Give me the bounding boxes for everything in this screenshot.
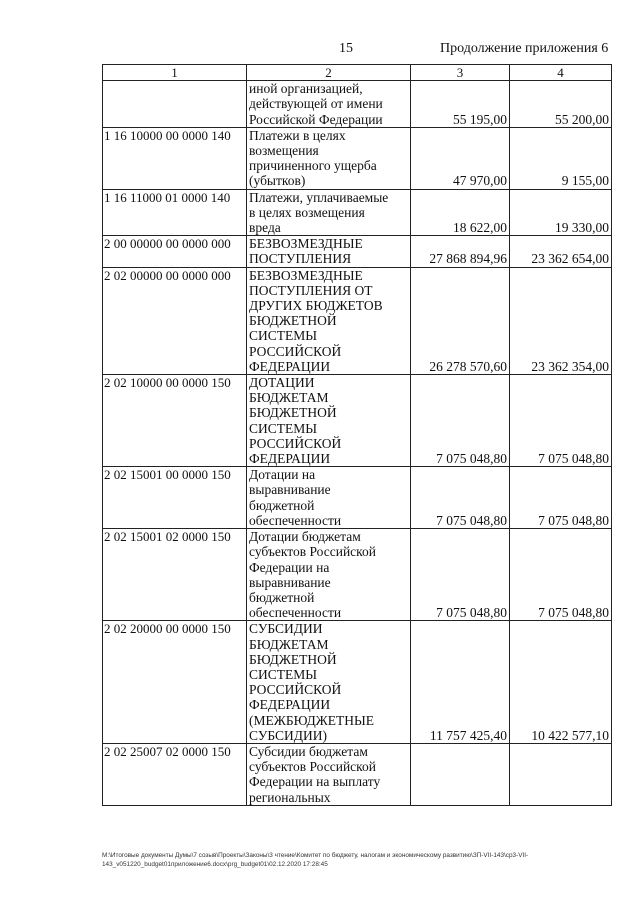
item-name-line: бюджетной — [249, 497, 315, 513]
item-name-line: РОССИЙСКОЙ — [249, 343, 342, 359]
item-name-line: субъектов Российской — [249, 759, 377, 775]
item-name — [247, 236, 411, 267]
item-name-line: (убытков) — [249, 173, 306, 189]
item-name-line: возмещения — [249, 143, 319, 159]
item-name-line: БЮДЖЕТНОЙ — [249, 405, 337, 421]
item-name-line: действующей от имени — [249, 96, 383, 112]
table-row — [103, 81, 612, 128]
item-name-line: ДОТАЦИИ — [249, 375, 315, 391]
item-name-line: обеспеченности — [249, 512, 342, 528]
file-path-footer: М:\Итоговые документы Думы\7 созыв\Проекты\Законы\3 чтение\Комитет по бюджету, налогам и экономическому развитию\ЗП-VII-143\сp3-VII-143_v051220_budget01приложение6.docx\prg_budget01\02.12.2020 17:28:45 — [102, 852, 529, 868]
amount-col3: 47 970,00 — [411, 127, 510, 189]
table-row — [103, 467, 612, 529]
amount-col3: 26 278 570,60 — [411, 267, 510, 374]
item-name-line: БЮДЖЕТНОЙ — [249, 313, 337, 329]
item-name-line: (МЕЖБЮДЖЕТНЫЕ — [249, 712, 375, 728]
item-name-line: СУБСИДИИ — [249, 621, 323, 637]
budget-code: 2 02 15001 02 0000 150 — [103, 529, 247, 621]
amount-col4: 23 362 654,00 — [510, 236, 612, 267]
item-name-line: БЮДЖЕТНОЙ — [249, 651, 337, 667]
table-row — [103, 743, 612, 805]
budget-code: 1 16 10000 00 0000 140 — [103, 127, 247, 189]
budget-code: 1 16 11000 01 0000 140 — [103, 189, 247, 236]
amount-col4: 9 155,00 — [510, 127, 612, 189]
table-row — [103, 127, 612, 189]
item-name-line: ПОСТУПЛЕНИЯ ОТ — [249, 282, 373, 298]
item-name-line: в целях возмещения — [249, 204, 365, 220]
amount-col4: 23 362 354,00 — [510, 267, 612, 374]
item-name-line: ФЕДЕРАЦИИ — [249, 697, 331, 713]
amount-col4: 10 422 577,10 — [510, 621, 612, 744]
page-number: 15 — [339, 41, 353, 56]
item-name-line: Субсидии бюджетам — [249, 743, 368, 759]
budget-code: 2 02 10000 00 0000 150 — [103, 375, 247, 467]
item-name-line: Российской Федерации — [249, 111, 383, 127]
item-name-line: Платежи в целях — [249, 127, 346, 143]
item-name — [247, 375, 411, 467]
item-name-line: Федерации на — [249, 559, 330, 575]
item-name-line: СИСТЕМЫ — [249, 328, 318, 344]
item-name-line: бюджетной — [249, 589, 315, 605]
item-name-line: БЮДЖЕТАМ — [249, 390, 329, 406]
item-name — [247, 743, 411, 805]
table-row — [103, 189, 612, 236]
amount-col4: 19 330,00 — [510, 189, 612, 236]
amount-col3: 7 075 048,80 — [411, 529, 510, 621]
item-name-line: причиненного ущерба — [249, 158, 377, 174]
item-name-line: субъектов Российской — [249, 544, 377, 560]
item-name-line: ПОСТУПЛЕНИЯ — [249, 251, 352, 267]
amount-col3: 55 195,00 — [411, 81, 510, 128]
amount-col3: 11 757 425,40 — [411, 621, 510, 744]
item-name-line: БЮДЖЕТАМ — [249, 636, 329, 652]
item-name — [247, 621, 411, 744]
item-name — [247, 127, 411, 189]
amount-col3: 27 868 894,96 — [411, 236, 510, 267]
item-name — [247, 81, 411, 128]
item-name-line: региональных — [249, 789, 331, 805]
item-name-line: РОССИЙСКОЙ — [249, 682, 342, 698]
item-name-line: ФЕДЕРАЦИИ — [249, 451, 331, 467]
item-name-line: СУБСИДИИ) — [249, 727, 328, 743]
amount-col4: 7 075 048,80 — [510, 529, 612, 621]
item-name-line: иной организацией, — [249, 81, 363, 97]
item-name-line: БЕЗВОЗМЕЗДНЫЕ — [249, 267, 363, 283]
table-row — [103, 267, 612, 374]
item-name-line: ФЕДЕРАЦИИ — [249, 358, 331, 374]
item-name-line: Федерации на выплату — [249, 774, 381, 790]
item-name — [247, 529, 411, 621]
amount-col3: 18 622,00 — [411, 189, 510, 236]
continuation-label: Продолжение приложения 6 — [440, 41, 609, 56]
amount-col3: 7 075 048,80 — [411, 467, 510, 529]
column-header: 1 — [103, 65, 247, 81]
item-name-line: вреда — [249, 220, 281, 236]
table-row — [103, 236, 612, 267]
item-name-line: выравнивание — [249, 482, 331, 498]
budget-code: 2 02 15001 00 0000 150 — [103, 467, 247, 529]
item-name-line: Дотации на — [249, 467, 316, 483]
column-header: 4 — [510, 65, 612, 81]
budget-code — [103, 81, 247, 128]
amount-col4: 55 200,00 — [510, 81, 612, 128]
budget-table — [102, 64, 612, 806]
table-row — [103, 621, 612, 744]
item-name-line: ДРУГИХ БЮДЖЕТОВ — [249, 298, 383, 314]
budget-code: 2 02 20000 00 0000 150 — [103, 621, 247, 744]
budget-code: 2 02 00000 00 0000 000 — [103, 267, 247, 374]
budget-code: 2 00 00000 00 0000 000 — [103, 236, 247, 267]
item-name-line: СИСТЕМЫ — [249, 666, 318, 682]
table-row — [103, 375, 612, 467]
amount-col3: 7 075 048,80 — [411, 375, 510, 467]
column-header: 3 — [411, 65, 510, 81]
amount-col4: 7 075 048,80 — [510, 375, 612, 467]
item-name — [247, 189, 411, 236]
item-name-line: БЕЗВОЗМЕЗДНЫЕ — [249, 236, 363, 252]
amount-col4: 7 075 048,80 — [510, 467, 612, 529]
item-name — [247, 267, 411, 374]
table-row — [103, 529, 612, 621]
item-name-line: Платежи, уплачиваемые — [249, 189, 389, 205]
item-name-line: выравнивание — [249, 574, 331, 590]
item-name-line: СИСТЕМЫ — [249, 420, 318, 436]
amount-col3 — [411, 743, 510, 805]
budget-code: 2 02 25007 02 0000 150 — [103, 743, 247, 805]
amount-col4 — [510, 743, 612, 805]
item-name-line: РОССИЙСКОЙ — [249, 435, 342, 451]
item-name-line: обеспеченности — [249, 605, 342, 621]
item-name — [247, 467, 411, 529]
column-header: 2 — [247, 65, 411, 81]
table-header-row — [103, 65, 612, 81]
item-name-line: Дотации бюджетам — [249, 529, 361, 545]
